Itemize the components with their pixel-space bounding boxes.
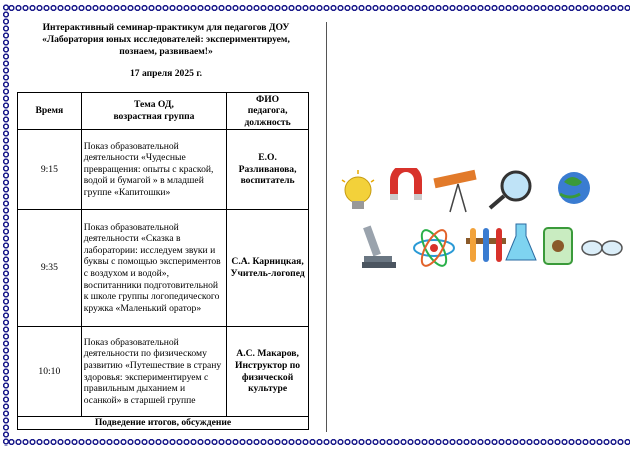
table-final-row — [18, 417, 309, 430]
test-tubes-icon — [466, 228, 506, 262]
safety-goggles-icon — [582, 241, 622, 255]
decorative-chain-border-top — [8, 4, 630, 12]
column-header-time: Время — [18, 93, 82, 130]
telescope-icon — [433, 170, 476, 212]
microscope-icon — [362, 226, 396, 268]
magnifying-glass-icon — [490, 172, 530, 208]
specimen-jar-icon — [544, 228, 572, 264]
row-person: С.А. Карницкая, Учитель-логопед — [227, 210, 309, 327]
recycle-globe-icon — [558, 172, 590, 204]
row-topic: Показ образовательной деятельности «Чудесные превращения: опыты с краской, водой и бумагой » в младшей группе «Капитошки» — [81, 130, 226, 210]
header-line-3: познаем, развиваем!» — [119, 46, 213, 57]
event-date: 17 апреля 2025 г. — [129, 68, 202, 79]
table-row — [18, 210, 309, 327]
row-topic: Показ образовательной деятельности «Сказка в лаборатории: исследуем звуки и буквы с помощью экспериментов с воздухом и водой», воспитанники подготовительной к школе группы логопедического кружка «Маленький оратор» — [81, 210, 226, 327]
page-fold-divider — [326, 22, 327, 432]
column-header-person: ФИО педагога, должность — [227, 93, 309, 130]
row-topic: Показ образовательной деятельности по физическому развитию «Путешествие в страну здоровья: экспериментируем с правильным дыханием и осанкой» в старшей группе — [81, 327, 226, 417]
row-person: А.С. Макаров, Инструктор по физической культуре — [227, 327, 309, 417]
column-header-topic: Тема ОД, возрастная группа — [81, 93, 226, 130]
row-person: Е.О. Разливанова, воспитатель — [227, 130, 309, 210]
table-header-row — [18, 93, 309, 130]
summary-row: Подведение итогов, обсуждение — [18, 417, 309, 430]
schedule-table — [17, 92, 309, 430]
program-page — [16, 14, 316, 80]
atom-icon — [414, 227, 454, 270]
header-line-1: Интерактивный семинар-практикум для педагогов ДОУ — [42, 22, 290, 33]
lightbulb-icon — [342, 170, 374, 209]
table-row — [18, 130, 309, 210]
program-header — [16, 14, 316, 80]
row-time: 9:35 — [18, 210, 82, 327]
science-clipart — [338, 168, 628, 278]
magnet-icon — [390, 168, 422, 200]
row-time: 10:10 — [18, 327, 82, 417]
decorative-chain-border-left — [2, 4, 10, 446]
header-line-2: «Лаборатория юных исследователей: экспериментируем, — [42, 34, 290, 45]
science-illustration — [338, 168, 628, 278]
row-time: 9:15 — [18, 130, 82, 210]
table-row — [18, 327, 309, 417]
decorative-chain-border-bottom — [8, 438, 630, 446]
flask-icon — [506, 224, 536, 260]
